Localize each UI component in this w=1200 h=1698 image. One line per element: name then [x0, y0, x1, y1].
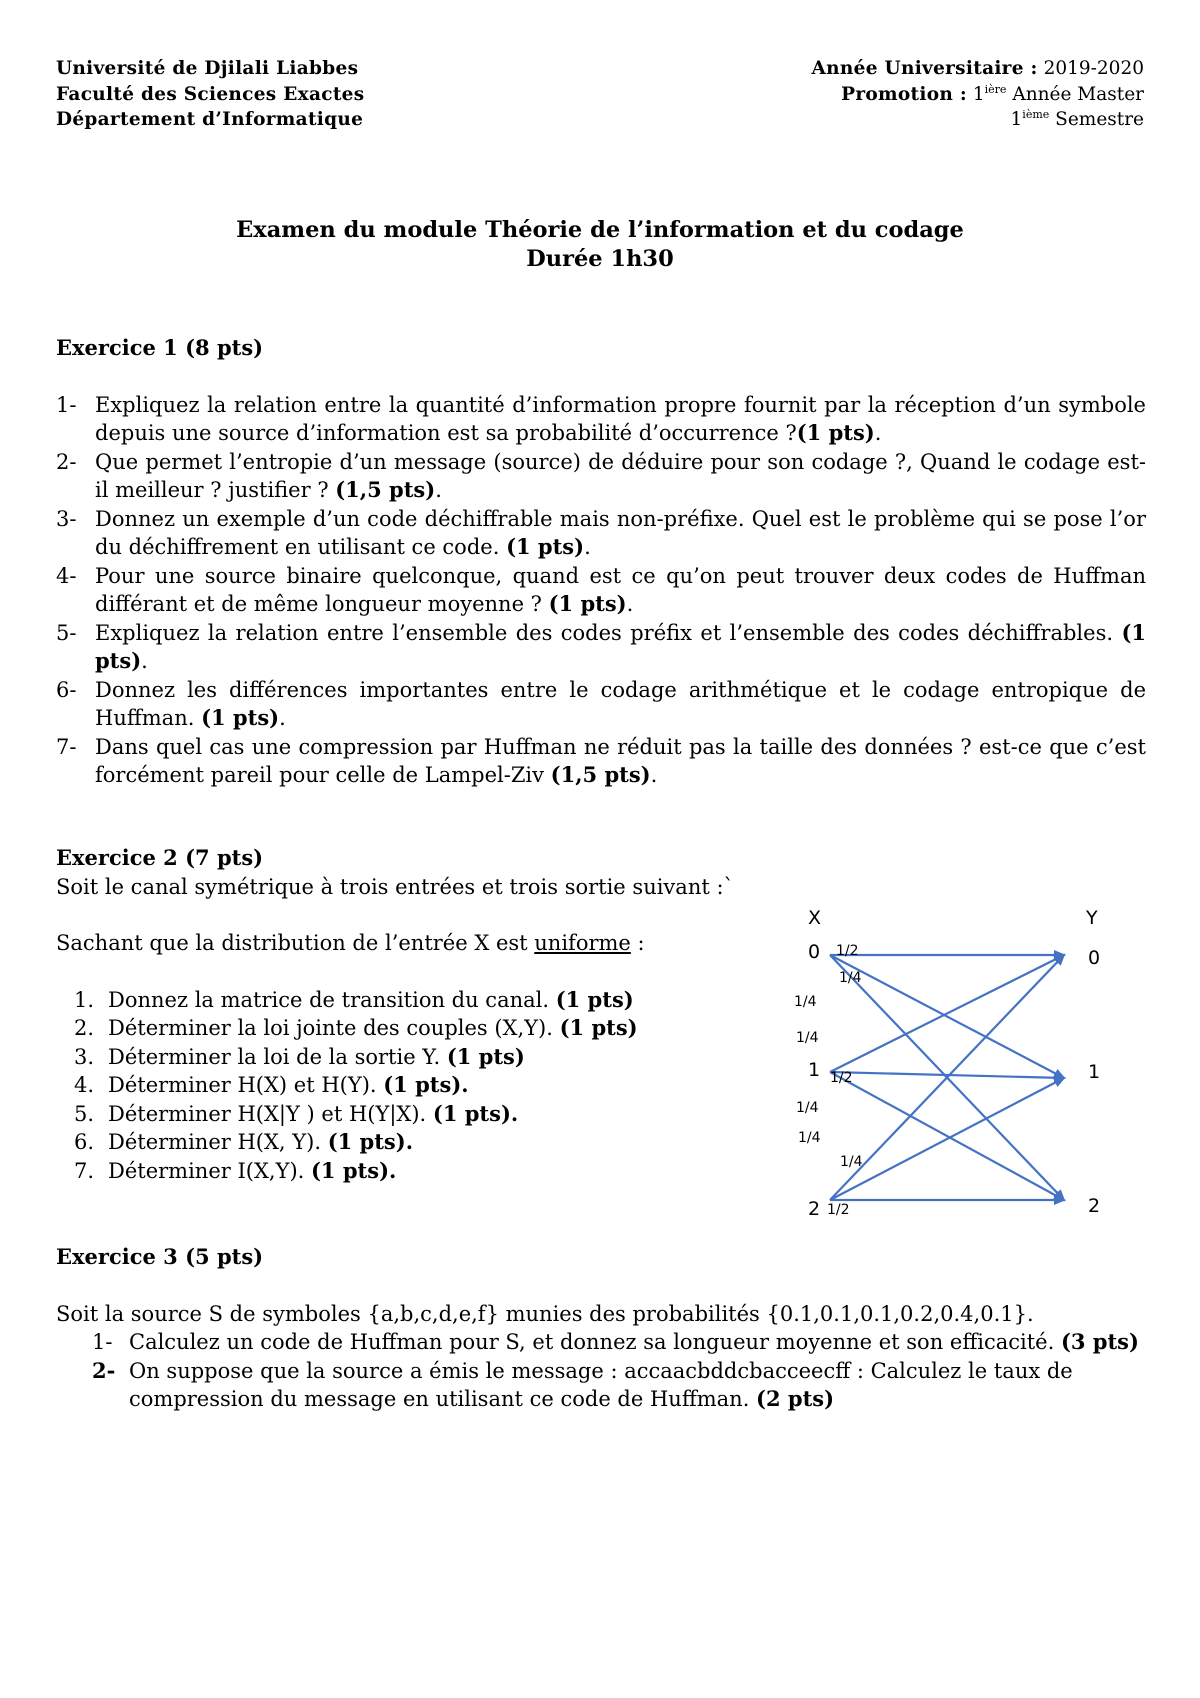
edge-prob-label: 1/4	[839, 970, 862, 986]
input-node-2: 2	[808, 1198, 821, 1220]
exercise-1-heading: Exercice 1 (8 pts)	[56, 335, 264, 360]
question-item: 6- Donnez les différences importantes entre le codage arithmétique et le codage entropique de Huffman. (1 pts).	[56, 677, 1146, 730]
question-item: 3. Déterminer la loi de la sortie Y. (1 pts)	[74, 1043, 525, 1069]
question-item: 3- Donnez un exemple d’un code déchiffrable mais non-préfixe. Quel est le problème qui se pose l’or du déchiffrement en utilisant ce code. (1 pts).	[56, 506, 1146, 559]
exercise-1-questions	[56, 391, 1146, 790]
question-item: 4. Déterminer H(X) et H(Y). (1 pts).	[74, 1072, 469, 1097]
question-item: 1- Expliquez la relation entre la quantité d’information propre fournit par la réception d’un symbole depuis une source d’information est sa probabilité d’occurrence ?(1 pts).	[56, 392, 1146, 445]
question-item: 5- Expliquez la relation entre l’ensemble des codes préfix et l’ensemble des codes déchiffrables. (1 pts).	[56, 619, 1146, 673]
edge-prob-label: 1/2	[836, 943, 859, 959]
academic-info	[811, 56, 1144, 133]
edge-prob-label: 1/4	[794, 994, 817, 1010]
question-item: 6. Déterminer H(X, Y). (1 pts).	[74, 1129, 413, 1154]
exercise-2-questions	[56, 986, 756, 1186]
exercise-3-questions	[56, 1328, 1146, 1414]
faculty-name: Faculté des Sciences Exactes	[56, 83, 365, 105]
y-axis-label: Y	[1086, 910, 1098, 929]
question-item: 7. Déterminer I(X,Y). (1 pts).	[74, 1157, 397, 1183]
exam-title-line: Examen du module Théorie de l’information et du codage	[236, 217, 964, 243]
question-item: 1. Donnez la matrice de transition du canal. (1 pts)	[74, 986, 634, 1012]
edge-prob-label: 1/4	[796, 1030, 819, 1046]
question-item: 7- Dans quel cas une compression par Huffman ne réduit pas la taille des données ? est-ce que c’est forcément pareil pour celle de Lampel-Ziv (1,5 pts).	[56, 734, 1146, 787]
exercise-3-intro: Soit la source S de symboles {a,b,c,d,e,f} munies des probabilités {0.1,0.1,0.1,0.2,0.4,0.1}.	[56, 1301, 1034, 1326]
exercise-3-heading: Exercice 3 (5 pts)	[56, 1244, 264, 1269]
x-axis-label: X	[808, 910, 822, 929]
exam-duration: Durée 1h30	[526, 246, 674, 272]
distribution-statement: Sachant que la distribution de l’entrée X est uniforme :	[56, 931, 645, 955]
university-name: Université de Djilali Liabbes	[56, 58, 359, 79]
question-item: 2. Déterminer la loi jointe des couples (X,Y). (1 pts)	[74, 1015, 638, 1040]
question-item: 5. Déterminer H(X|Y ) et H(Y|X). (1 pts).	[74, 1100, 519, 1126]
input-node-1: 1	[808, 1059, 821, 1081]
edge-prob-label: 1/2	[827, 1202, 850, 1218]
exercise-3	[56, 1243, 1146, 1414]
question-item: 2- Que permet l’entropie d’un message (source) de déduire pour son codage ?, Quand le codage est-il meilleur ? justifier ? (1,5 pts).	[56, 449, 1146, 502]
question-item: 2- On suppose que la source a émis le message : accaacbddcbacceecff : Calculez le taux de compression du message en utilisant ce code de Huffman. (2 pts)	[92, 1357, 1073, 1411]
edge-prob-label: 1/4	[798, 1130, 821, 1146]
exam-title	[0, 216, 1200, 274]
academic-year: Année Universitaire : 2019-2020	[811, 58, 1144, 79]
exercise-2-heading: Exercice 2 (7 pts)	[56, 845, 264, 870]
exercise-2	[56, 844, 756, 1185]
exercise-1	[56, 334, 1146, 790]
edge-prob-label: 1/4	[796, 1100, 819, 1116]
input-node-0: 0	[808, 941, 821, 963]
edge-prob-label: 1/4	[840, 1154, 863, 1170]
semester: 1ième Semestre	[1010, 108, 1144, 130]
exercise-2-intro: Soit le canal symétrique à trois entrées et trois sortie suivant :`	[56, 874, 735, 899]
promotion: Promotion : $1^{ière}$ Année Master	[841, 82, 1144, 105]
output-node-2: 2	[1088, 1195, 1101, 1217]
output-node-0: 0	[1088, 947, 1101, 969]
department-name: Département d’Informatique	[56, 109, 364, 130]
question-item: 1- Calculez un code de Huffman pour S, et donnez sa longueur moyenne et son efficacité. (3 pts)	[92, 1329, 1139, 1354]
edge-prob-label: 1/2	[830, 1070, 853, 1086]
output-node-1: 1	[1088, 1061, 1101, 1083]
question-item: 4- Pour une source binaire quelconque, quand est ce qu’on peut trouver deux codes de Huffman différant et de même longueur moyenne ? (1 pts).	[56, 563, 1146, 616]
channel-diagram	[780, 910, 1120, 1240]
institution-header	[56, 56, 364, 133]
